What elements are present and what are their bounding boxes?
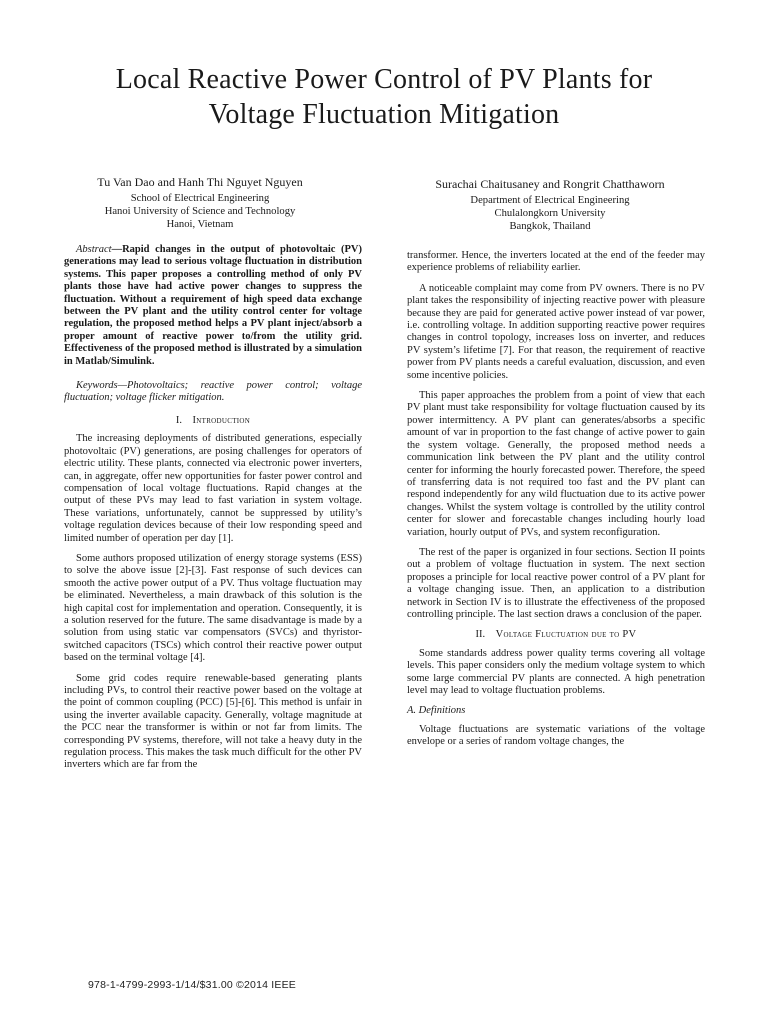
copyright-footer: 978-1-4799-2993-1/14/$31.00 ©2014 IEEE <box>88 979 296 991</box>
author-block-right <box>400 176 700 233</box>
section-number: II. <box>475 629 486 641</box>
author-block-left <box>60 174 340 231</box>
section-heading-voltage-fluctuation <box>407 629 705 641</box>
section-title: Introduction <box>192 414 251 426</box>
author-organization: Hanoi University of Science and Technology <box>104 206 296 217</box>
paragraph: Some grid codes require renewable-based generating plants including PVs, to control their reactive power based on the voltage at the point of common coupling (PCC) [5]-[6]. This method is unfair in using the inverter available capacity. Generally, voltage magnitude at the PCC near the transformer is within or not far from limits. The corresponding PV systems, therefore, will not take a heavy duty in the regulation process. This makes the task much difficult for the other PV inverters which are far from the <box>64 672 362 771</box>
section-heading-introduction <box>64 415 362 427</box>
author-city: Hanoi, Vietnam <box>166 219 234 230</box>
subsection-heading: A. Definitions <box>407 705 466 717</box>
abstract-text: —Rapid changes in the output of photovoltaic (PV) generations may lead to serious voltage fluctuation in distribution systems. This paper proposes a controlling method of only PV plants those have had active power changes to suppress the fluctuation. Without a requirement of high speed data exchange between the PV plant and the utility control center for voltage regulation, the proposed method helps a PV plant inject/absorb a proper amount of reactive power to/from the utility grid. Effectiveness of the proposed method is illustrated by a simulation in Matlab/Simulink. <box>64 244 362 367</box>
section-number: I. <box>175 414 182 426</box>
paragraph: The rest of the paper is organized in four sections. Section II points out a problem of voltage fluctuation in system. The next section proposes a principle for local reactive power control of a PV plant for a voltage changing issue. Then, an application to a distribution network in Section IV is to illustrate the effectiveness of the proposed controlling principle. The last section draws a conclusion of the paper. <box>407 546 705 620</box>
author-names: Surachai Chaitusaney and Rongrit Chatthaworn <box>435 177 665 191</box>
paragraph: A noticeable complaint may come from PV owners. There is no PV plant takes the responsibility of injecting reactive power with pleasure because they are paid for generated active power instead of var power, i.e. controlling voltage. In addition supporting reactive power requires changes in control topology, increases loss on inverter, and reduces PV system’s lifetime [7]. For that reason, the requirement of reactive power from PV plants needs a careful evaluation, discussion, and even some incentive policies. <box>407 282 705 381</box>
section-title: Voltage Fluctuation due to PV <box>495 629 637 641</box>
title-line-2: Voltage Fluctuation Mitigation <box>208 99 560 130</box>
abstract-label: Abstract <box>76 244 112 255</box>
paragraph: Some standards address power quality terms covering all voltage levels. This paper considers only the medium voltage system to which some large commercial PV plants are connected. A high penetration level may lead to voltage fluctuation problems. <box>407 647 705 696</box>
author-department: School of Electrical Engineering <box>130 193 270 204</box>
author-city: Bangkok, Thailand <box>509 221 591 232</box>
abstract <box>64 244 362 368</box>
keywords: Keywords—Photovoltaics; reactive power control; voltage fluctuation; voltage flicker mitigation. <box>64 380 362 404</box>
paragraph: The increasing deployments of distributed generations, especially photovoltaic (PV) generations, are posing challenges for operators of electric utility. These plants, connected via electronic power inverters, can, in aggregate, offer new opportunities for faster power control and compensation of local voltage fluctuations. Rapid changes at the output of these PVs may lead to fast variation in system voltage. These variations, unfortunately, cannot be suppressed by utility’s voltage regulation devices because of their low responding speed and limited number of operation per day [1]. <box>64 433 362 544</box>
right-column <box>407 250 705 757</box>
author-names: Tu Van Dao and Hanh Thi Nguyet Nguyen <box>97 175 303 189</box>
paragraph: Some authors proposed utilization of energy storage systems (ESS) to solve the above issue [2]-[3]. Fast response of such devices can smooth the active power output of a PV. Thus voltage fluctuation may be eliminated. Nevertheless, a main drawback of this solution is the high capital cost for implementation and operation. Consequently, it is a solution reserved for the future. The same disadvantage is made by a solution from using static var compensators (SVCs) and thyristor-switched capacitors (TSCs) which control their reactive power output based on the terminal voltage [4]. <box>64 552 362 664</box>
paragraph-continued: transformer. Hence, the inverters located at the end of the feeder may experience problems of reliability earlier. <box>407 250 705 274</box>
paragraph: This paper approaches the problem from a point of view that each PV plant must take responsibility for voltage fluctuation caused by its power intermittency. A PV plant can generates/absorbs a specific amount of var in proportion to the fast change of active power to gain the system voltage. Generally, the proposed method needs a communication link between the PV plant and the utility control center for informing the hourly forecasted power. Therefore, the speed of transferring data is not required too fast and the PV plant can respond independently for any wild fluctuation due to its active power changes. Whilst the system voltage is controlled by the utility control center for slower and forecastable changes including hourly load variation, hourly output of PVs, and system reconfiguration. <box>407 390 705 538</box>
author-organization: Chulalongkorn University <box>494 208 606 219</box>
paragraph: Voltage fluctuations are systematic variations of the voltage envelope or a series of random voltage changes, the <box>407 723 705 748</box>
left-column <box>64 244 362 780</box>
title-line-1: Local Reactive Power Control of PV Plants for <box>115 64 653 95</box>
author-department: Department of Electrical Engineering <box>470 195 630 206</box>
paper-title <box>40 62 728 132</box>
